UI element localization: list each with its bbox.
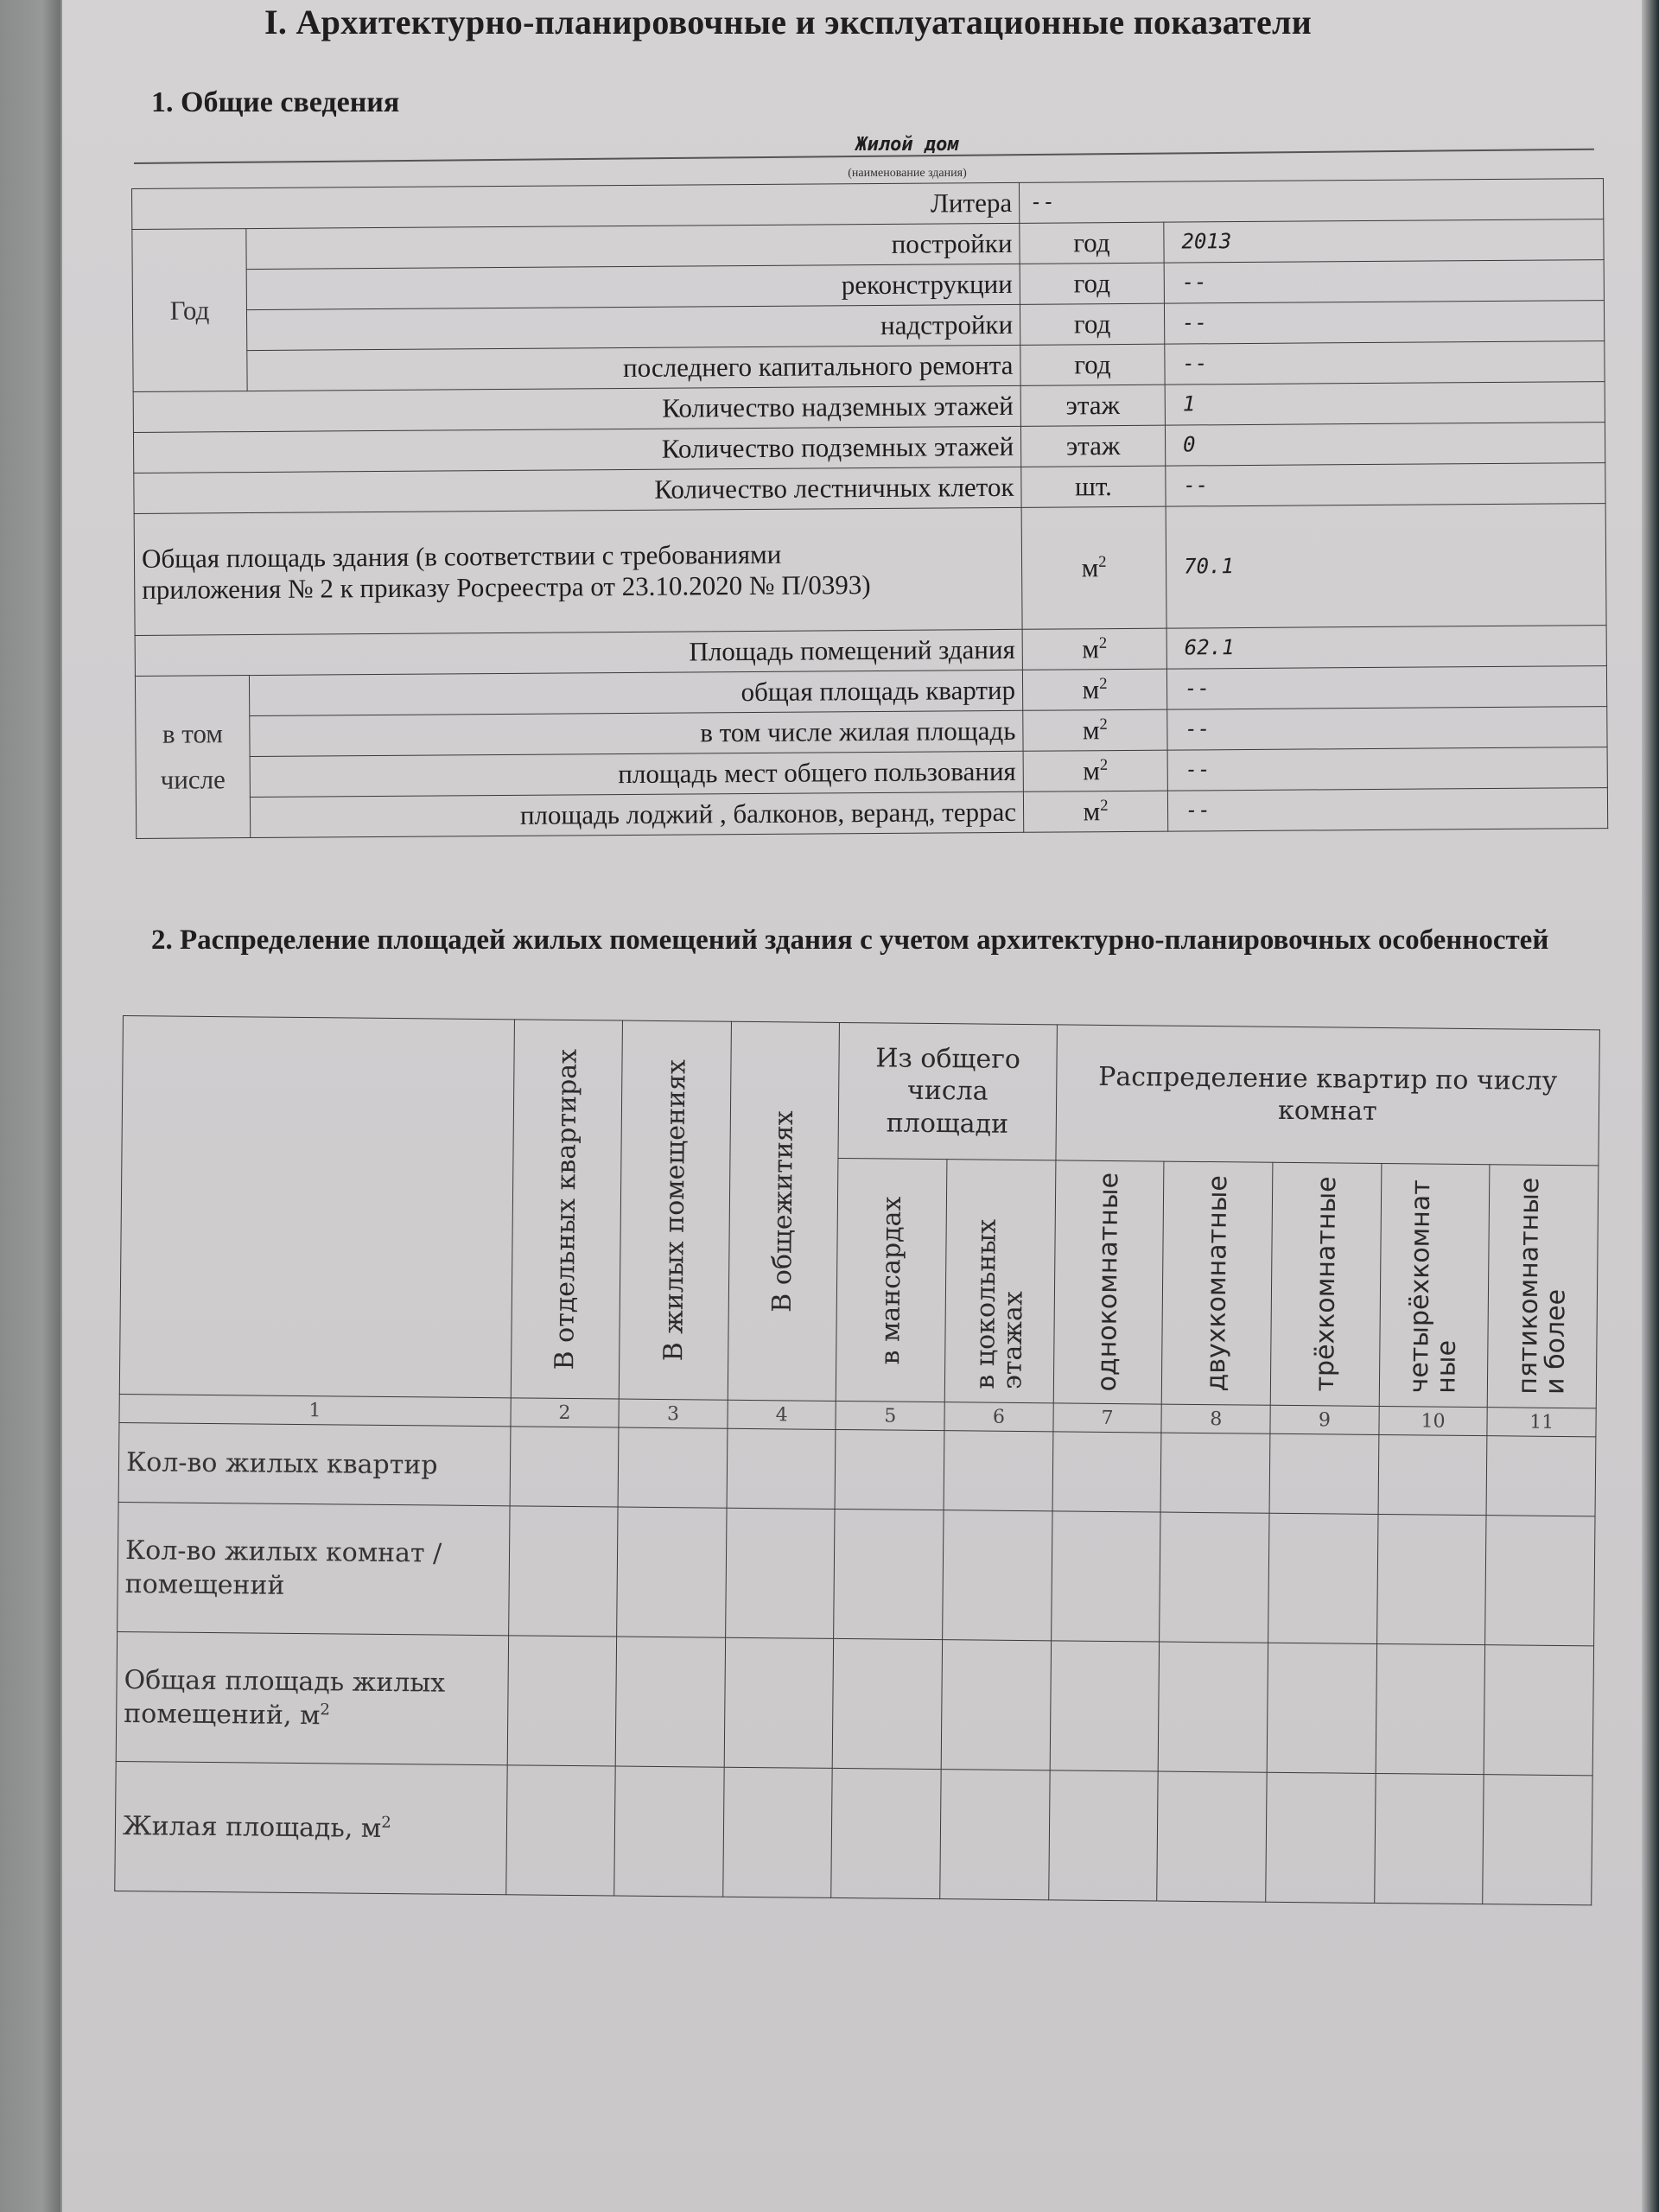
data-cell [614,1766,724,1897]
data-cell [834,1509,944,1639]
header-group-rooms: Распределение квартир по числу комнат [1056,1025,1600,1166]
data-cell [941,1640,1051,1770]
column-number: 8 [1161,1404,1270,1433]
group-label-including [135,676,250,839]
data-cell [1157,1771,1267,1902]
header-label: однокомнатные [1092,1173,1125,1392]
building-name-caption: (наименование здания) [848,167,967,180]
row-unit [1023,791,1167,832]
row-unit [1022,628,1166,670]
row-label: Кол-во жилых квартир [118,1422,510,1505]
row-value: -- [1167,707,1607,751]
header-corner-cell [119,1016,514,1398]
header-col-11 [1488,1165,1599,1408]
data-cell [940,1770,1050,1900]
data-cell [723,1767,833,1897]
data-cell [505,1765,615,1896]
data-cell [727,1428,836,1509]
column-number: 11 [1487,1408,1596,1437]
column-number: 3 [619,1399,728,1428]
header-col-9 [1270,1162,1381,1406]
group-label-year: Год [132,229,247,392]
unit-text: м [1083,755,1101,786]
header-label: двухкомнатные [1200,1174,1234,1392]
table-row [134,504,1606,636]
column-number: 10 [1379,1406,1488,1435]
table-row [115,1761,1592,1904]
row-value: 1 [1165,382,1605,426]
data-cell [1485,1516,1595,1646]
row-label: Количество лестничных клеток [134,467,1021,513]
row-label-text: Общая площадь жилых помещений, м [124,1664,446,1731]
data-cell [1050,1641,1160,1771]
data-cell [507,1636,617,1766]
data-cell [1160,1512,1269,1643]
row-label-text: Жилая площадь, м [122,1811,382,1844]
header-label: четырёхкомнатные [1404,1179,1463,1394]
row-unit: год [1020,222,1164,264]
header-label: В жилых помещениях [658,1058,692,1362]
table-row [116,1631,1593,1775]
row-label: реконструкции [246,264,1020,309]
data-cell [943,1510,1052,1641]
row-value: -- [1166,666,1606,710]
table-row [118,1422,1596,1516]
data-cell [1159,1642,1268,1772]
row-label: Кол-во жилых комнат / помещений [118,1502,510,1635]
header-label: в мансардах [875,1195,908,1365]
data-cell [831,1768,941,1898]
building-name: Жилой дом [855,134,959,156]
data-cell [1266,1772,1376,1903]
page-title: I. Архитектурно-планировочные и эксплуатационные показатели [264,3,1313,41]
header-label: В общежитиях [767,1109,800,1313]
unit-superscript: 2 [1099,715,1108,734]
row-value: 70.1 [1166,504,1606,629]
row-unit: год [1020,344,1165,385]
data-cell [1374,1773,1484,1904]
header-col-2 [511,1020,623,1399]
column-number: 4 [728,1400,836,1429]
data-cell [1267,1643,1376,1773]
header-label: в цокольных этажах [969,1218,1029,1390]
unit-text: м [1082,715,1100,746]
header-col-7 [1053,1160,1164,1404]
data-cell [1052,1432,1162,1512]
row-value: -- [1166,463,1605,507]
row-unit: год [1020,303,1164,345]
data-cell [1376,1514,1486,1644]
unit-text: м [1082,633,1100,664]
column-number: 7 [1053,1403,1162,1433]
group-label-line: в том [162,718,224,749]
column-number: 6 [944,1402,1053,1432]
column-number: 2 [510,1398,619,1427]
row-label: Площадь помещений здания [135,629,1022,676]
unit-text: м [1083,796,1101,827]
data-cell [1268,1513,1378,1643]
row-value: -- [1164,260,1604,304]
row-value: -- [1167,788,1607,832]
area-distribution-table [114,1015,1600,1905]
row-label: Количество надземных этажей [133,385,1020,432]
row-label: в том числе жилая площадь [250,710,1023,756]
row-value: -- [1167,747,1607,791]
row-label: Общая площадь здания (в соответствии с требованиями приложения № 2 к приказу Росреестра от 23.10.2020 № П/0393) [134,507,1022,635]
group-label-line: числе [160,763,226,795]
data-cell [1484,1645,1593,1776]
unit-superscript: 2 [1098,552,1107,572]
row-value: 2013 [1164,219,1604,264]
row-label-superscript: 2 [320,1700,331,1719]
row-value: 0 [1165,423,1605,467]
data-cell [1486,1436,1596,1516]
header-col-5 [836,1158,947,1402]
table-row [118,1502,1595,1645]
data-cell [1051,1511,1160,1642]
data-cell [833,1638,943,1769]
row-unit: год [1020,263,1164,304]
data-cell [725,1508,835,1638]
unit-text: м [1081,552,1099,583]
data-cell [508,1506,618,1637]
row-label: площадь мест общего пользования [250,751,1023,797]
row-label: постройки [246,223,1020,269]
row-label: общая площадь квартир [249,670,1022,715]
data-cell [724,1637,834,1768]
row-unit [1021,506,1166,629]
header-label: В отдельных квартирах [550,1048,583,1370]
row-label-superscript: 2 [381,1813,391,1833]
data-cell [944,1431,1053,1511]
page-background-left [0,0,60,2212]
row-value: -- [1165,341,1605,385]
header-label: пятикомнатные и более [1513,1177,1572,1395]
unit-superscript: 2 [1098,633,1108,653]
column-number: 1 [119,1394,511,1426]
row-value: -- [1164,301,1604,345]
section2-title: 2. Распределение площадей жилых помещений здания с учетом архитектурно-планировочных особенностей [151,925,1549,956]
section1-title: 1. Общие сведения [151,86,400,118]
data-cell [836,1429,945,1510]
row-unit [1023,750,1167,791]
column-number: 9 [1270,1405,1379,1434]
header-col-8 [1162,1161,1273,1405]
unit-superscript: 2 [1099,674,1108,694]
row-unit [1023,709,1167,751]
header-row [122,1016,1599,1166]
data-cell [617,1507,727,1637]
column-number: 5 [836,1401,944,1430]
unit-superscript: 2 [1099,755,1109,775]
data-cell [615,1637,725,1767]
row-label: надстройки [246,304,1020,350]
data-cell [510,1427,620,1507]
header-col-6 [944,1160,1055,1403]
row-label [116,1631,508,1764]
data-cell [1269,1433,1379,1514]
unit-text: м [1082,674,1100,705]
data-cell [1160,1433,1270,1513]
row-label: Литера [132,182,1020,229]
row-label: Количество подземных этажей [133,426,1020,473]
unit-superscript: 2 [1100,796,1109,816]
header-col-3 [619,1020,731,1400]
row-label: последнего капитального ремонта [247,345,1020,391]
header-group-area: Из общего числа площади [838,1022,1057,1160]
row-unit: шт. [1021,466,1166,507]
data-cell [1048,1770,1158,1901]
row-label: площадь лоджий , балконов, веранд, террас [250,791,1023,837]
row-unit: этаж [1020,385,1165,426]
data-cell [1483,1775,1592,1905]
general-info-table [131,178,1608,839]
data-cell [1376,1643,1485,1774]
header-label: трёхкомнатные [1309,1176,1342,1393]
row-value: 62.1 [1166,626,1606,670]
row-unit [1022,669,1166,710]
row-value: -- [1019,179,1603,224]
data-cell [618,1427,728,1508]
data-cell [1378,1434,1488,1515]
header-col-10 [1379,1163,1490,1407]
row-label [115,1761,507,1894]
row-unit: этаж [1020,425,1165,467]
header-col-4 [728,1021,840,1401]
page-background-right [1642,0,1659,2212]
